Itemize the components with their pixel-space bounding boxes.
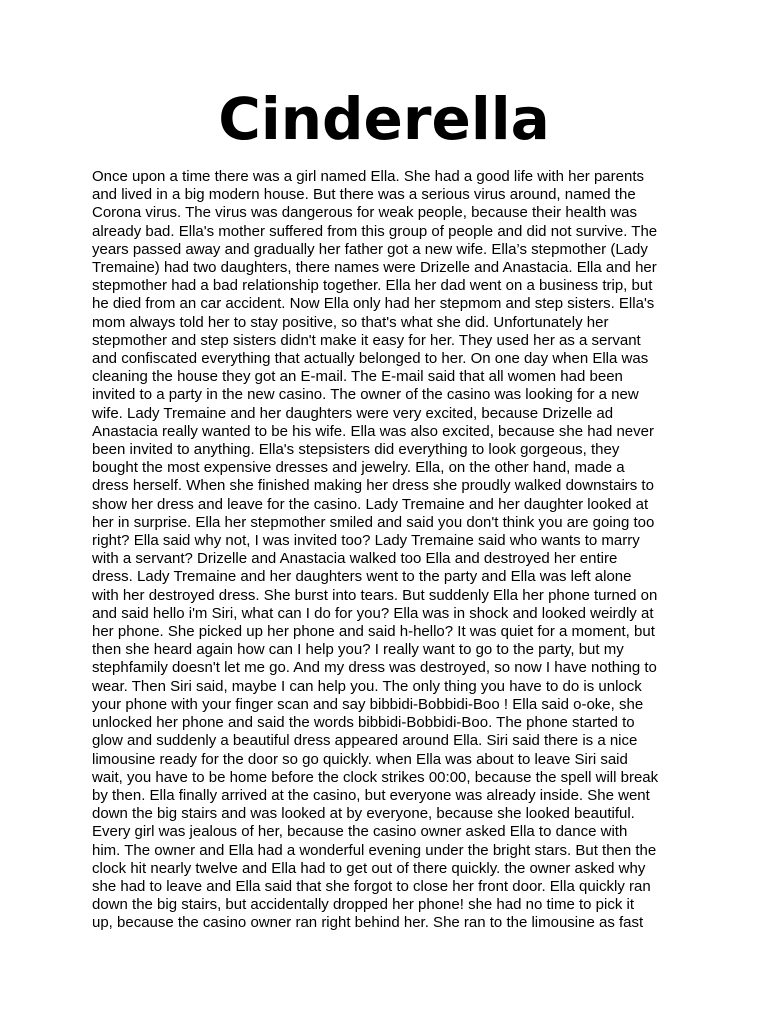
story-line: stepmother and step sisters didn't make it easy for her. They used her as a servant	[92, 331, 641, 349]
story-line: glow and suddenly a beautiful dress appeared around Ella. Siri said there is a nice	[92, 732, 638, 750]
story-line: unlocked her phone and said the words bibbidi-Bobbidi-Boo. The phone started to	[92, 714, 635, 732]
story-line: right? Ella said why not, I was invited too? Lady Tremaine said who wants to marry	[92, 532, 640, 550]
story-line: then she heard again how can I help you? I really want to go to the party, but my	[92, 641, 624, 659]
story-line: stephfamily doesn't let me go. And my dress was destroyed, so now I have nothing to	[92, 659, 657, 677]
story-line: wait, you have to be home before the clock strikes 00:00, because the spell will break	[92, 768, 659, 786]
story-line: dress herself. When she finished making her dress she proudly walked downstairs to	[92, 477, 654, 495]
story-line: by then. Ella finally arrived at the casino, but everyone was already inside. She went	[92, 786, 650, 804]
document-title: Cinderella	[218, 85, 550, 153]
story-line: mom always told her to stay positive, so that's what she did. Unfortunately her	[92, 313, 609, 331]
story-line: her phone. She picked up her phone and said h-hello? It was quiet for a moment, but	[92, 623, 655, 641]
story-line: down the big stairs, but accidentally dropped her phone! she had no time to pick it	[92, 896, 634, 914]
story-line: wife. Lady Tremaine and her daughters were very excited, because Drizelle ad	[92, 404, 614, 422]
story-line: already bad. Ella's mother suffered from this group of people and did not survive. The	[92, 222, 658, 240]
story-line: he died from an car accident. Now Ella only had her stepmom and step sisters. Ella's	[92, 295, 655, 313]
story-line: and said hello i'm Siri, what can I do for you? Ella was in shock and looked weirdly at	[92, 604, 654, 622]
story-line: invited to a party in the new casino. The owner of the casino was looking for a new	[92, 386, 639, 404]
story-line: Every girl was jealous of her, because the casino owner asked Ella to dance with	[92, 823, 628, 841]
story-line: your phone with your finger scan and say bibbidi-Bobbidi-Boo ! Ella said o-oke, she	[92, 695, 644, 713]
story-line: him. The owner and Ella had a wonderful evening under the bright stars. But then the	[92, 841, 657, 859]
story-line: bought the most expensive dresses and jewelry. Ella, on the other hand, made a	[92, 459, 625, 477]
story-line: and lived in a big modern house. But there was a serious virus around, named the	[92, 186, 636, 204]
story-line: years passed away and gradually her father got a new wife. Ella’s stepmother (Lady	[92, 240, 648, 258]
story-line: down the big stairs and was looked at by everyone, because she looked beautiful.	[92, 805, 635, 823]
story-line: Once upon a time there was a girl named Ella. She had a good life with her parents	[92, 168, 644, 185]
story-line: been invited to anything. Ella's stepsisters did everything to look gorgeous, they	[92, 441, 620, 459]
story-line: wear. Then Siri said, maybe I can help you. The only thing you have to do is unlock	[92, 677, 642, 695]
story-line: with her destroyed dress. She burst into tears. But suddenly Ella her phone turned on	[92, 586, 658, 604]
story-line: Anastacia really wanted to be his wife. Ella was also excited, because she had never	[92, 422, 654, 440]
story-line: cleaning the house they got an E-mail. The E-mail said that all women had been	[92, 368, 623, 386]
story-line: dress. Lady Tremaine and her daughters went to the party and Ella was left alone	[92, 568, 632, 586]
story-line: with a servant? Drizelle and Anastacia walked too Ella and destroyed her entire	[92, 550, 618, 568]
story-line: up, because the casino owner ran right behind her. She ran to the limousine as fast	[92, 914, 644, 932]
story-line: she had to leave and Ella said that she forgot to close her front door. Ella quickly ran	[92, 877, 651, 895]
story-body	[92, 168, 692, 933]
story-line: Corona virus. The virus was dangerous for weak people, because their health was	[92, 204, 638, 222]
story-line: Tremaine) had two daughters, there names were Drizelle and Anastacia. Ella and her	[92, 259, 657, 277]
story-line: show her dress and leave for the casino. Lady Tremaine and her daughter looked at	[92, 495, 649, 513]
story-line: and confiscated everything that actually belonged to her. On one day when Ella was	[92, 350, 649, 368]
story-line: clock hit nearly twelve and Ella had to get out of there quickly. the owner asked why	[92, 859, 646, 877]
story-line: stepmother had a bad relationship together. Ella her dad went on a business trip, but	[92, 277, 653, 295]
story-line: her in surprise. Ella her stepmother smiled and said you don't think you are going too	[92, 513, 655, 531]
story-line: limousine ready for the door so go quickly. when Ella was about to leave Siri said	[92, 750, 628, 768]
